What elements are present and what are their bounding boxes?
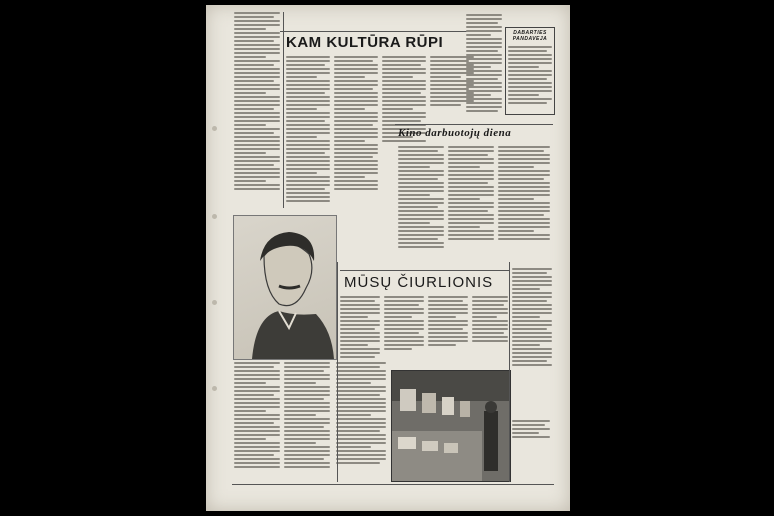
bottom-rule bbox=[232, 484, 554, 485]
kino-rule bbox=[395, 124, 553, 125]
punch-hole bbox=[212, 386, 217, 391]
headline-kino: Kino darbuotojų diena bbox=[398, 127, 512, 139]
column-text bbox=[286, 56, 330, 204]
kino-text bbox=[448, 146, 494, 242]
headline-ciurlionis: MŪSŲ ČIURLIONIS bbox=[344, 274, 494, 291]
side-box-title: DABARTIES PANDAVEJA bbox=[512, 30, 548, 42]
photo-scene bbox=[392, 371, 510, 481]
headline-kam-kultura: KAM KULTŪRA RŪPI bbox=[286, 34, 444, 51]
photo-caption bbox=[512, 420, 550, 440]
ciurlionis-rule bbox=[340, 270, 510, 271]
lower-left-text bbox=[234, 362, 280, 470]
ciurlionis-text bbox=[428, 296, 468, 348]
column-rule bbox=[283, 12, 284, 208]
left-column-text bbox=[234, 12, 280, 192]
ciurlionis-portrait bbox=[233, 215, 337, 360]
punch-hole bbox=[212, 300, 217, 305]
ciurlionis-text bbox=[384, 296, 424, 352]
column-rule bbox=[509, 262, 510, 482]
kino-text bbox=[398, 146, 444, 250]
column-text bbox=[466, 14, 502, 114]
lower-left-text bbox=[284, 362, 330, 470]
side-box-text bbox=[508, 46, 552, 106]
right-column-text bbox=[512, 268, 552, 368]
column-text bbox=[334, 56, 378, 192]
punch-hole bbox=[212, 214, 217, 219]
portrait-drawing bbox=[234, 216, 336, 359]
lower-left-text bbox=[336, 362, 386, 466]
exhibition-photo bbox=[391, 370, 511, 482]
column-rule bbox=[337, 262, 338, 482]
ciurlionis-text bbox=[472, 296, 508, 344]
punch-hole bbox=[212, 126, 217, 131]
kino-text bbox=[498, 146, 550, 242]
ciurlionis-text bbox=[340, 296, 380, 360]
